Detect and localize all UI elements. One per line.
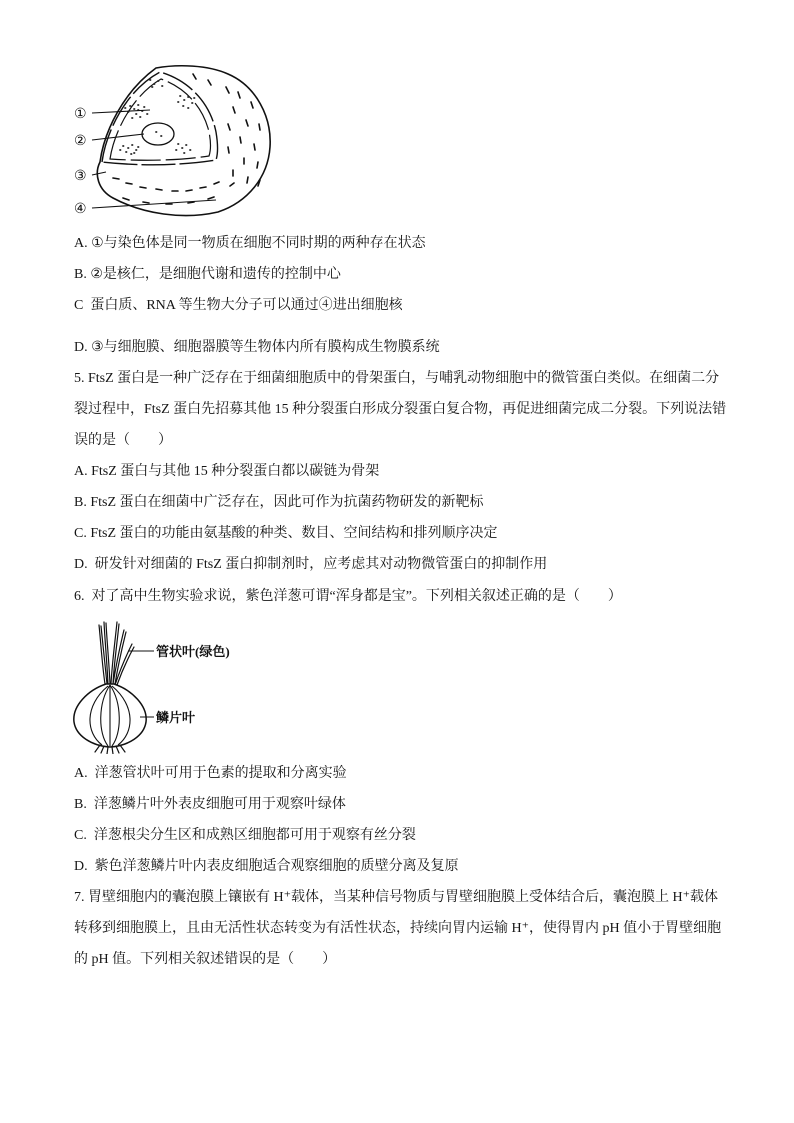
question-6-options: [74, 758, 734, 882]
option-d: D. 研发针对细菌的 FtsZ 蛋白抑制剂时，应考虑其对动物微管蛋白的抑制作用: [74, 556, 548, 572]
option-b: B. FtsZ 蛋白在细菌中广泛存在，因此可作为抗菌药物研发的新靶标: [74, 494, 484, 510]
question-stem: 6. 对了高中生物实验求说，紫色洋葱可谓“浑身都是宝”。下列相关叙述正确的是（ ）: [74, 588, 622, 604]
option-d: D. ③与细胞膜、细胞器膜等生物体内所有膜构成生物膜系统: [74, 339, 440, 355]
label-1: ①: [74, 107, 87, 122]
question-5: [74, 363, 734, 580]
question-stem-line: 7. 胃壁细胞内的囊泡膜上镶嵌有 H⁺载体，当某种信号物质与胃壁细胞膜上受体结合后，囊泡膜上 H⁺载体: [74, 889, 718, 905]
label-3: ③: [74, 169, 87, 184]
cell-outline: [97, 66, 270, 216]
scale-leaf-label: 鳞片叶: [156, 710, 196, 725]
tubular-leaf-label: 管状叶(绿色): [156, 644, 230, 659]
question-4-options-abc: [74, 228, 734, 321]
label-4: ④: [74, 202, 87, 217]
question-stem-line: 裂过程中，FtsZ 蛋白先招募其他 15 种分裂蛋白形成分裂蛋白复合物，再促进细菌完成二分裂。下列说法错: [74, 401, 727, 417]
question-stem-line: 转移到细胞膜上，且由无活性状态转变为有活性状态，持续向胃内运输 H⁺，使得胃内 pH 值小于胃壁细胞: [74, 920, 722, 936]
question-stem-line: 的 pH 值。下列相关叙述错误的是（ ）: [74, 951, 337, 967]
option-b: B. ②是核仁，是细胞代谢和遗传的控制中心: [74, 267, 341, 282]
nuclear-envelope-inner: [110, 79, 211, 160]
cell-structure-figure: [68, 62, 278, 222]
onion-figure: [68, 618, 248, 754]
option-b: B. 洋葱鳞片叶外表皮细胞可用于观察叶绿体: [74, 796, 346, 812]
tubular-leaves: [99, 622, 134, 685]
option-a: A. 洋葱管状叶可用于色素的提取和分离实验: [74, 765, 347, 781]
question-stem-line: 误的是（ ）: [74, 432, 172, 448]
option-a: A. ①与染色体是同一物质在细胞不同时期的两种存在状态: [74, 236, 426, 251]
question-7: [74, 882, 734, 975]
option-c: C 蛋白质、RNA 等生物大分子可以通过④进出细胞核: [74, 298, 403, 313]
question-6-stem-wrap: [74, 581, 734, 612]
nucleolus: [142, 123, 174, 145]
option-d: D. 紫色洋葱鳞片叶内表皮细胞适合观察细胞的质壁分离及复原: [74, 858, 459, 874]
label-2: ②: [74, 134, 87, 149]
question-stem-line: 5. FtsZ 蛋白是一种广泛存在于细菌细胞质中的骨架蛋白，与哺乳动物细胞中的微管蛋白类似。在细菌二分: [74, 370, 720, 386]
option-c: C. FtsZ 蛋白的功能由氨基酸的种类、数目、空间结构和排列顺序决定: [74, 525, 498, 541]
option-c: C. 洋葱根尖分生区和成熟区细胞都可用于观察有丝分裂: [74, 827, 416, 843]
question-4-option-d-wrap: [74, 332, 734, 363]
option-a: A. FtsZ 蛋白与其他 15 种分裂蛋白都以碳链为骨架: [74, 463, 380, 479]
nuclear-envelope-outer: [102, 72, 218, 165]
